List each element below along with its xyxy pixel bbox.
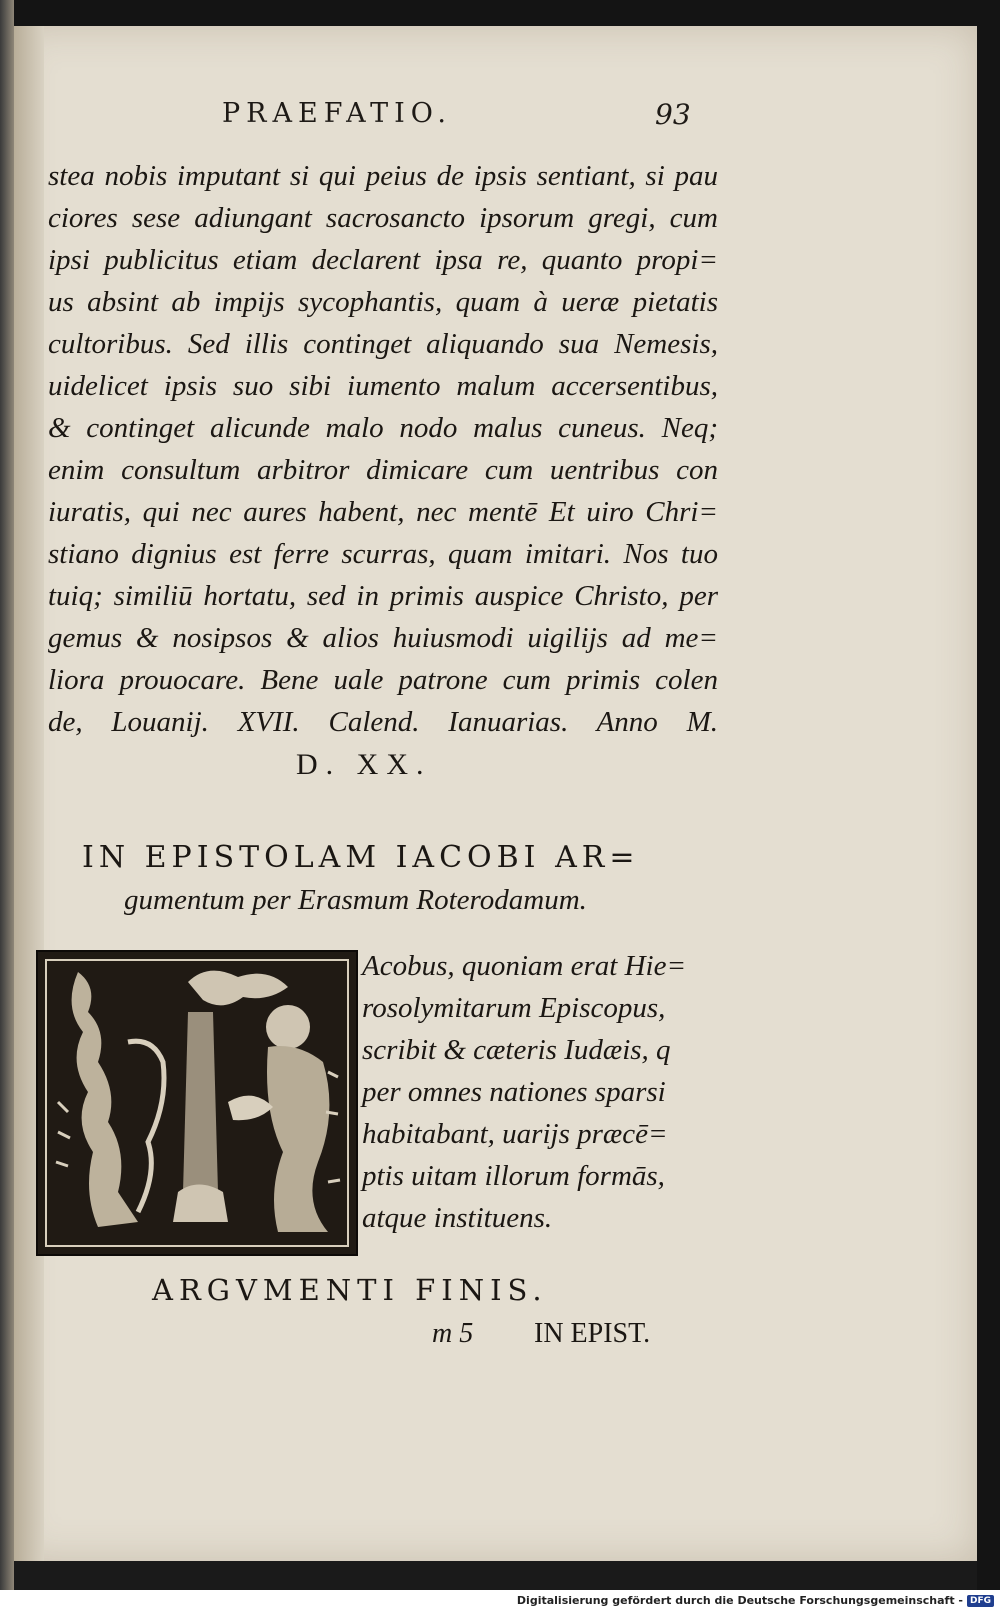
argument-heading: IN EPISTOLAM IACOBI AR= [82, 840, 640, 875]
text-line: ipsi publicitus etiam declarent ipsa re, quanto propi= [48, 244, 718, 276]
argument-line: scribit & cæteris Iudæis, q [362, 1034, 671, 1066]
digitization-footer [517, 1594, 994, 1607]
argument-line: habitabant, uarijs præcē= [362, 1118, 668, 1150]
footer-text: Digitalisierung gefördert durch die Deutsche Forschungsgemeinschaft - [516, 1594, 963, 1607]
text-line: enim consultum arbitror dimicare cum uentribus con [48, 454, 718, 486]
date-line: D. XX. [296, 748, 432, 781]
book-bottom-edge [14, 1561, 977, 1590]
text-line: liora prouocare. Bene uale patrone cum primis colen [48, 664, 718, 696]
woodcut-initial-illustration [36, 950, 358, 1256]
book-edge [0, 0, 14, 1590]
text-line: gemus & nosipsos & alios huiusmodi uigilijs ad me= [48, 622, 718, 654]
running-head: PRAEFATIO. [222, 98, 452, 129]
argument-line: atque instituens. [362, 1202, 553, 1234]
text-line: ciores sese adiungant sacrosancto ipsorum gregi, cum [48, 202, 718, 234]
woodcut-initial-j-icon [38, 952, 356, 1254]
argument-line: Acobus, quoniam erat Hie= [362, 950, 687, 982]
text-line: uidelicet ipsis suo sibi iumento malum accersentibus, [48, 370, 718, 402]
text-line: de, Louanij. XVII. Calend. Ianuarias. Anno M. [48, 706, 718, 738]
text-line: stea nobis imputant si qui peius de ipsis sentiant, si pau [48, 160, 718, 192]
catchword: IN EPIST. [534, 1318, 651, 1349]
page-gutter [14, 26, 44, 1561]
dfg-logo-icon: DFG [967, 1595, 994, 1607]
text-line: cultoribus. Sed illis continget aliquando sua Nemesis, [48, 328, 718, 360]
text-line: tuiq; similiū hortatu, sed in primis auspice Christo, per [48, 580, 718, 612]
text-line: stiano dignius est ferre scurras, quam imitari. Nos tuo [48, 538, 718, 570]
text-line: us absint ab impijs sycophantis, quam à ueræ pietatis [48, 286, 718, 318]
text-line: & continget alicunde malo nodo malus cuneus. Neq; [48, 412, 718, 444]
argument-line: ptis uitam illorum formās, [362, 1160, 665, 1192]
page-number: 93 [655, 98, 691, 131]
argument-line: rosolymitarum Episcopus, [362, 992, 666, 1024]
text-line: iuratis, qui nec aures habent, nec mentē Et uiro Chri= [48, 496, 718, 528]
argument-subheading: gumentum per Erasmum Roterodamum. [124, 884, 587, 916]
signature-mark: m 5 [432, 1318, 474, 1349]
argument-line: per omnes nationes sparsi [362, 1076, 666, 1108]
argument-finis: ARGVMENTI FINIS. [152, 1273, 548, 1307]
